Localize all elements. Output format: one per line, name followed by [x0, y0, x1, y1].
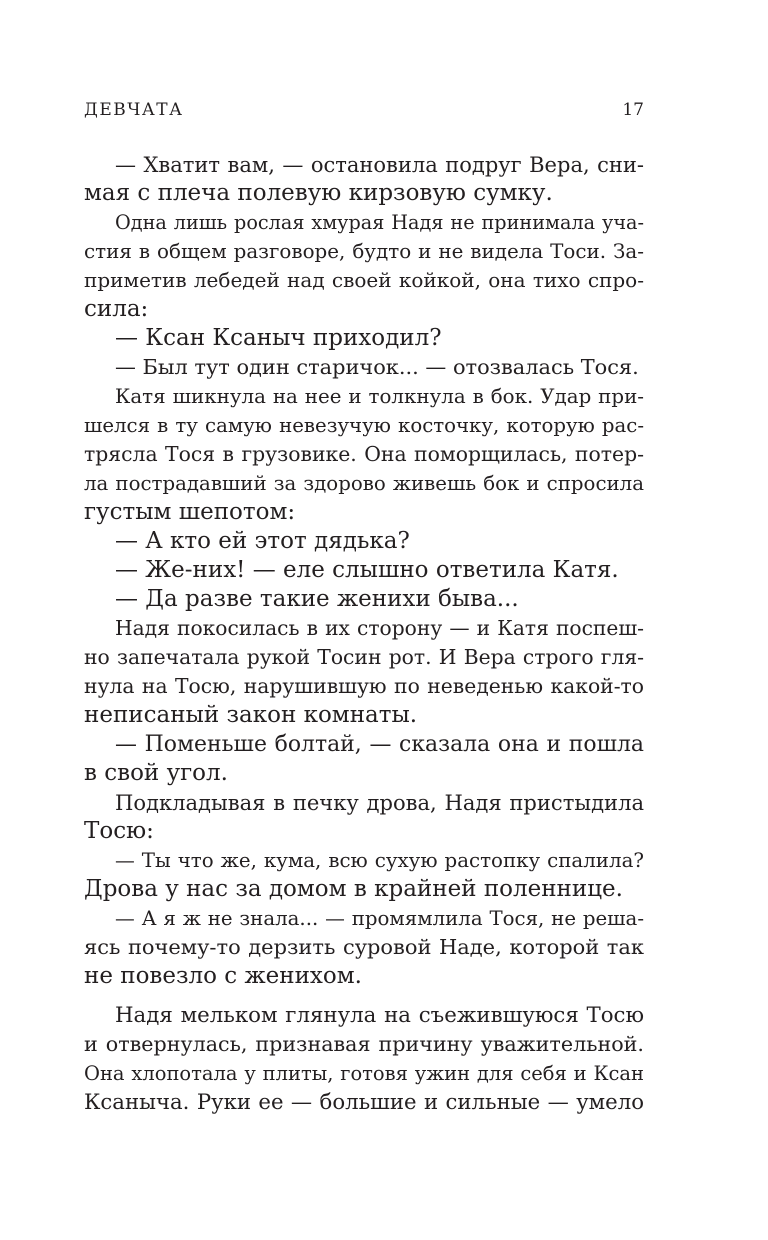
text-line: — Да разве такие женихи быва...: [115, 586, 519, 612]
text-line: — Поменьше болтай, — сказала она и пошла: [115, 732, 644, 757]
text-line: в свой угол.: [84, 760, 228, 786]
text-line: — Ты что же, кума, всю сухую растопку спалила?: [115, 849, 644, 872]
text-line: Подкладывая в печку дрова, Надя пристыдила: [115, 790, 644, 815]
running-title: ДЕВЧАТА: [84, 100, 184, 120]
text-line: Дрова у нас за домом в крайней поленнице.: [84, 876, 623, 902]
text-line: сила:: [84, 296, 149, 322]
section-break: [84, 991, 644, 1001]
text-line: — А я ж не знала... — промямлила Тося, не реша-: [115, 907, 644, 930]
text-line: ясь почему-то дерзить суровой Наде, которой так: [84, 935, 644, 959]
text-line: — Был тут один старичок... — отозвалась Тося.: [115, 355, 639, 379]
text-line: не повезло с женихом.: [84, 963, 362, 989]
text-line: нула на Тосю, нарушившую по неведенью какой-то: [84, 674, 644, 698]
text-line: Катя шикнула на нее и толкнула в бок. Удар при-: [115, 385, 644, 408]
text-line: Она хлопотала у плиты, готовя ужин для себя и Ксан: [84, 1062, 644, 1085]
running-head: [84, 100, 644, 124]
text-line: ла пострадавший за здорово живешь бок и спросила: [84, 472, 644, 495]
text-line: густым шепотом:: [84, 499, 296, 525]
text-line: мая с плеча полевую кирзовую сумку.: [84, 180, 553, 206]
text-line: шелся в ту самую невезучую косточку, которую рас-: [84, 414, 644, 437]
text-line: трясла Тося в грузовике. Она поморщилась, потер-: [84, 442, 644, 466]
text-line: — Же-них! — еле слышно ответила Катя.: [115, 557, 619, 583]
text-line: — Ксан Ксаныч приходил?: [115, 325, 442, 351]
text-line: неписаный закон комнаты.: [84, 702, 418, 728]
body-text: [84, 150, 644, 1117]
text-line: — А кто ей этот дядька?: [115, 528, 410, 554]
text-line: и отвернулась, признавая причину уважительной.: [84, 1032, 644, 1056]
page-number: 17: [622, 100, 644, 120]
text-line: Надя мельком глянула на съежившуюся Тосю: [115, 1003, 644, 1028]
text-line: стия в общем разговоре, будто и не видела Тоси. За-: [84, 240, 644, 263]
text-line: но запечатала рукой Тосин рот. И Вера строго гля-: [84, 645, 644, 669]
text-line: Одна лишь рослая хмурая Надя не принимала уча-: [115, 211, 644, 234]
text-line: Ксаныча. Руки ее — большие и сильные — умело: [84, 1090, 644, 1115]
text-line: Надя покосилась в их сторону — и Катя поспеш-: [115, 616, 644, 640]
text-line: приметив лебедей над своей койкой, она тихо спро-: [84, 268, 644, 292]
text-line: — Хватит вам, — остановила подруг Вера, сни-: [115, 152, 644, 177]
text-line: Тосю:: [84, 818, 154, 844]
